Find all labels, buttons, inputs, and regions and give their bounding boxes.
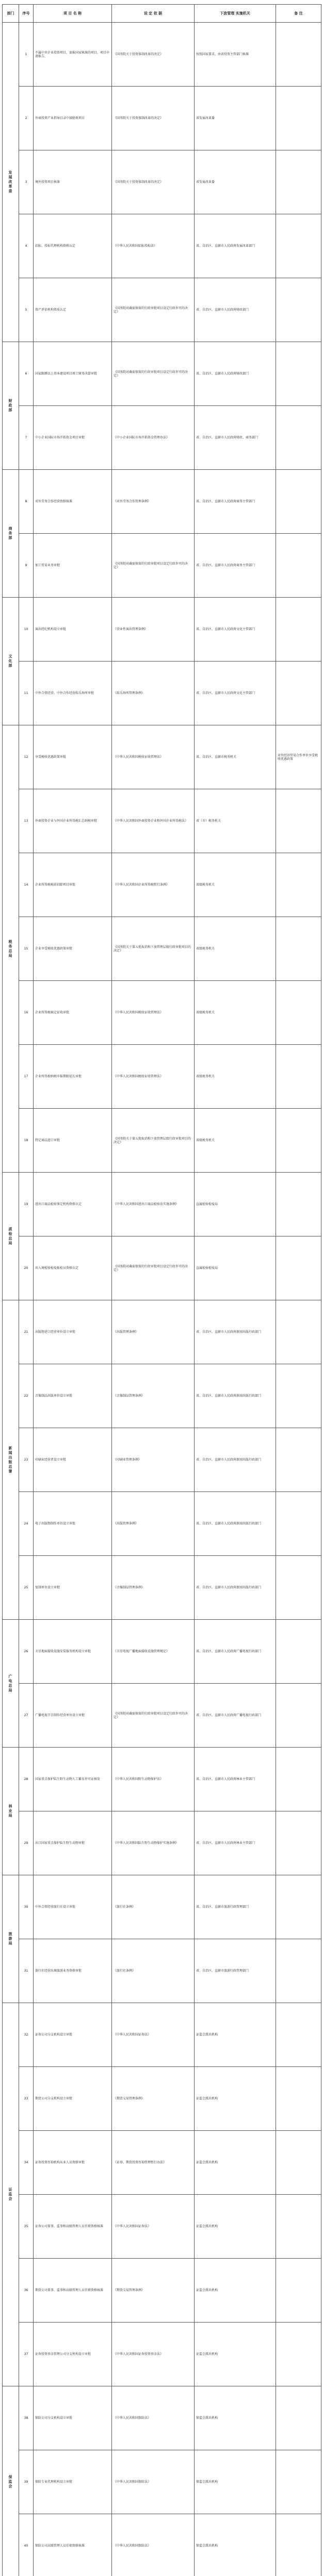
row-number: 16 xyxy=(19,981,34,1045)
basis-text: 《国务院对确需保留的行政审批项目设定行政许可的决定》 xyxy=(112,278,195,342)
note-text xyxy=(276,1492,321,1556)
header-note: 备 注 xyxy=(276,5,321,23)
row-number: 4 xyxy=(19,214,34,278)
impl-authority: 省、自治区、直辖市税务机关 xyxy=(195,725,276,789)
impl-authority: 省、自治区、直辖市人民政府新闻出版行政部门 xyxy=(195,1556,276,1620)
item-name: 特定商品进口审批 xyxy=(34,1109,112,1173)
table-row xyxy=(3,406,321,470)
basis-text: 《中小企业国际市场开拓资金管理办法》 xyxy=(112,406,195,470)
table-row xyxy=(3,917,321,981)
row-number: 14 xyxy=(19,853,34,917)
item-name: 出版物进口经营单位设立审批 xyxy=(34,1300,112,1364)
basis-text: 《出版管理条例》 xyxy=(112,1300,195,1364)
impl-authority: 省、自治区、直辖市人民政府广播电视行政部门 xyxy=(195,1620,276,1684)
table-row xyxy=(3,1492,321,1556)
table-row xyxy=(3,23,321,87)
item-name: 证券投资咨询机构从业人员资格审批 xyxy=(34,2131,112,2195)
row-number: 24 xyxy=(19,1492,34,1556)
impl-authority: 省、自治区、直辖市旅游行政管理部门 xyxy=(195,1939,276,2003)
basis-text: 《国务院对确需保留的行政审批项目设定行政许可的决定》 xyxy=(112,534,195,598)
item-name: 享受税收优惠政策审批 xyxy=(34,725,112,789)
impl-authority: 省、自治区、直辖市旅游行政管理部门 xyxy=(195,1875,276,1939)
row-number: 31 xyxy=(19,1939,34,2003)
row-number: 29 xyxy=(19,1811,34,1875)
basis-text: 《中华人民共和国证券法》 xyxy=(112,2003,195,2067)
basis-text: 《中华人民共和国外商投资企业和外国企业所得税法》 xyxy=(112,789,195,853)
item-name: 出入境检验检疫报检员资格认定 xyxy=(34,1236,112,1300)
basis-text: 《中华人民共和国保险法》 xyxy=(112,2450,195,2514)
item-name: 中外合资经营旅行社设立审批 xyxy=(34,1875,112,1939)
dept-cell xyxy=(3,1620,19,1748)
note-text xyxy=(276,2195,321,2259)
note-text xyxy=(276,2003,321,2067)
note-text xyxy=(276,1620,321,1684)
note-text xyxy=(276,2450,321,2514)
impl-authority: 省、自治区、直辖市人民政府文化主管部门 xyxy=(195,598,276,662)
item-name: 外商投资产业指导目录中鼓励类项目 xyxy=(34,87,112,150)
note-text xyxy=(276,1875,321,1939)
note-text xyxy=(276,1364,321,1428)
note-text xyxy=(276,662,321,725)
basis-text: 《音像制品管理条例》 xyxy=(112,1364,195,1428)
item-name: 保险公司高级管理人员任职资格核准 xyxy=(34,2514,112,2576)
table-row xyxy=(3,853,321,917)
item-name: 广播电视节目制作经营单位设立审批 xyxy=(34,1684,112,1748)
item-name: 外商投资企业与外国企业所得税汇总纳税审批 xyxy=(34,789,112,853)
impl-authority: 直属检验检疫局 xyxy=(195,1173,276,1236)
basis-text: 《旅行社条例》 xyxy=(112,1875,195,1939)
row-number: 28 xyxy=(19,1748,34,1811)
item-name: 企业所得税核定征收审批 xyxy=(34,981,112,1045)
note-text xyxy=(276,150,321,214)
note-text xyxy=(276,534,321,598)
impl-authority: 省、自治区、直辖市人民政府林业主管部门 xyxy=(195,1811,276,1875)
table-row xyxy=(3,278,321,342)
table-row xyxy=(3,1428,321,1492)
row-number: 18 xyxy=(19,1109,34,1173)
impl-authority: 省、自治区、直辖市人民政府商务主管部门 xyxy=(195,534,276,598)
impl-authority: 省发展改革委 xyxy=(195,87,276,150)
row-number: 32 xyxy=(19,2003,34,2067)
row-number: 2 xyxy=(19,87,34,150)
item-name: 境外投资项目核准 xyxy=(34,150,112,214)
dept-name: 新闻出版总署 xyxy=(8,1446,13,1473)
dept-cell xyxy=(3,470,19,598)
row-number: 21 xyxy=(19,1300,34,1364)
basis-text: 《卫星电视广播地面接收设施管理规定》 xyxy=(112,1620,195,1684)
basis-text: 《中华人民共和国保险法》 xyxy=(112,2386,195,2450)
item-name: 音像制品出版单位设立审批 xyxy=(34,1364,112,1428)
note-text xyxy=(276,470,321,534)
impl-authority: 省级税务机关 xyxy=(195,853,276,917)
table-row xyxy=(3,2131,321,2195)
table-row xyxy=(3,534,321,598)
dept-cell xyxy=(3,1300,19,1620)
row-number: 38 xyxy=(19,2386,34,2450)
row-number: 10 xyxy=(19,598,34,662)
dept-name: 发展改革委 xyxy=(8,171,13,193)
table-row xyxy=(3,150,321,214)
basis-text: 《中华人民共和国招标投标法》 xyxy=(112,214,195,278)
item-name: 卫星地面接收设施安装服务机构设立审批 xyxy=(34,1620,112,1684)
note-text xyxy=(276,2067,321,2131)
basis-text: 《国务院关于投资体制改革的决定》 xyxy=(112,150,195,214)
row-number: 17 xyxy=(19,1045,34,1109)
table-row xyxy=(3,1684,321,1748)
row-number: 26 xyxy=(19,1620,34,1684)
basis-text: 《国务院对确需保留的行政审批项目设定行政许可的决定》 xyxy=(112,1684,195,1748)
note-text xyxy=(276,1428,321,1492)
impl-authority: 省级税务机关 xyxy=(195,917,276,981)
table-row xyxy=(3,2450,321,2514)
impl-authority: 省发展改革委 xyxy=(195,150,276,214)
note-text xyxy=(276,278,321,342)
row-number: 8 xyxy=(19,470,34,534)
impl-authority: 省（市）税务机关 xyxy=(195,789,276,853)
table-row xyxy=(3,1620,321,1684)
header-dept: 部门 xyxy=(3,5,19,23)
item-name: 期货公司分支机构设立审批 xyxy=(34,2067,112,2131)
row-number: 27 xyxy=(19,1684,34,1748)
item-name: 期货公司董事、监事和高级管理人员任职资格核准 xyxy=(34,2259,112,2323)
basis-text: 《期货交易管理条例》 xyxy=(112,2259,195,2323)
impl-authority: 证监会派出机构 xyxy=(195,2067,276,2131)
dept-cell xyxy=(3,23,19,342)
item-name: 不属中央企业投资项目，需报国家核准的项目，项目申请报告， xyxy=(34,23,112,87)
item-name: 国家限额以上基本建设项目竣工财务决算审批 xyxy=(34,342,112,406)
dept-name: 保监会 xyxy=(8,2475,13,2488)
table-row xyxy=(3,2514,321,2576)
table-row xyxy=(3,1939,321,2003)
table-row xyxy=(3,1748,321,1811)
basis-text: 《营业性演出管理条例》 xyxy=(112,598,195,662)
table-row xyxy=(3,2003,321,2067)
item-name: 中外合资经营、中外合作经营娱乐场所审批 xyxy=(34,662,112,725)
impl-authority: 证监会派出机构 xyxy=(195,2323,276,2386)
impl-authority: 证监会派出机构 xyxy=(195,2131,276,2195)
row-number: 25 xyxy=(19,1556,34,1620)
table-row xyxy=(3,1109,321,1173)
note-text xyxy=(276,1236,321,1300)
basis-text: 《国务院对确需保留的行政审批项目设定行政许可的决定》 xyxy=(112,1236,195,1300)
impl-authority: 省、自治区、直辖市人民政府新闻出版行政部门 xyxy=(195,1364,276,1428)
note-text xyxy=(276,23,321,87)
document-sheet xyxy=(2,4,321,2576)
basis-text: 《证券、期货投资咨询管理暂行办法》 xyxy=(112,2131,195,2195)
row-number: 34 xyxy=(19,2131,34,2195)
dept-name: 税务总局 xyxy=(8,939,13,958)
dept-cell xyxy=(3,1875,19,2003)
impl-authority: 省、自治区、直辖市人民政府财政部门 xyxy=(195,278,276,342)
item-name: 证券投资基金管理公司分支机构设立审批 xyxy=(34,2323,112,2386)
table-row xyxy=(3,725,321,789)
impl-authority: 省、自治区、直辖市人民政府文化主管部门 xyxy=(195,662,276,725)
table-row xyxy=(3,2323,321,2386)
item-name: 演出经纪机构设立审批 xyxy=(34,598,112,662)
item-name: 证券公司董事、监事和高级管理人员任职资格核准 xyxy=(34,2195,112,2259)
impl-authority: 直属检验检疫局 xyxy=(195,1236,276,1300)
table-header-row xyxy=(3,5,321,23)
item-name: 电子出版物制作单位设立审批 xyxy=(34,1492,112,1556)
table-row xyxy=(3,981,321,1045)
basis-text: 《中华人民共和国税收征收管理法》 xyxy=(112,1045,195,1109)
impl-authority: 省级税务机关 xyxy=(195,1045,276,1109)
row-number: 19 xyxy=(19,1173,34,1236)
dept-cell xyxy=(3,342,19,470)
dept-name: 财政部 xyxy=(8,399,13,412)
row-number: 33 xyxy=(19,2067,34,2131)
item-name: 旅行社经营出境旅游业务资格审批 xyxy=(34,1939,112,2003)
basis-text: 《国务院对确需保留的行政审批项目设定行政许可的决定》 xyxy=(112,342,195,406)
note-text xyxy=(276,853,321,917)
table-row xyxy=(3,789,321,853)
dept-name: 证监会 xyxy=(8,2188,13,2201)
note-text xyxy=(276,1684,321,1748)
row-number: 12 xyxy=(19,725,34,789)
table-row xyxy=(3,2386,321,2450)
note-text xyxy=(276,1109,321,1173)
dept-cell xyxy=(3,598,19,725)
impl-authority: 省、自治区、直辖市人民政府林业主管部门 xyxy=(195,1748,276,1811)
impl-authority: 证监会派出机构 xyxy=(195,2195,276,2259)
basis-text: 《出版管理条例》 xyxy=(112,1492,195,1556)
table-row xyxy=(3,470,321,534)
dept-cell xyxy=(3,1748,19,1875)
impl-authority: 按照国家要求，由省投资主管部门核准 xyxy=(195,23,276,87)
table-row xyxy=(3,214,321,278)
dept-name: 林业局 xyxy=(8,1804,13,1818)
basis-text: 《期货交易管理条例》 xyxy=(112,2067,195,2131)
item-name: 印刷业经营者设立审批 xyxy=(34,1428,112,1492)
impl-authority: 保监会派出机构 xyxy=(195,2450,276,2514)
basis-text: 《中华人民共和国陆生野生动物保护实施条例》 xyxy=(112,1811,195,1875)
impl-authority: 省级税务机关 xyxy=(195,1109,276,1173)
header-num: 序号 xyxy=(19,5,34,23)
impl-authority: 省、自治区、直辖市人民政府财政、商务部门 xyxy=(195,406,276,470)
impl-authority: 省、自治区、直辖市人民政府商务主管部门 xyxy=(195,470,276,534)
note-text xyxy=(276,1748,321,1811)
note-text xyxy=(276,406,321,470)
note-text xyxy=(276,342,321,406)
dept-name: 商务部 xyxy=(8,527,13,540)
basis-text: 《对外劳务合作管理条例》 xyxy=(112,470,195,534)
impl-authority: 省、自治区、直辖市人民政府新闻出版行政部门 xyxy=(195,1428,276,1492)
item-name: 招标、投标代理机构资格认定 xyxy=(34,214,112,278)
row-number: 37 xyxy=(19,2323,34,2386)
table-row xyxy=(3,1236,321,1300)
basis-text: 《中华人民共和国进出口商品检验法实施条例》 xyxy=(112,1173,195,1236)
table-row xyxy=(3,598,321,662)
header-impl: 下放管理 实施机关 xyxy=(195,5,276,23)
row-number: 40 xyxy=(19,2514,34,2576)
note-text xyxy=(276,598,321,662)
note-text xyxy=(276,1173,321,1236)
table-row xyxy=(3,1173,321,1236)
note-text xyxy=(276,1300,321,1364)
table-row xyxy=(3,1045,321,1109)
note-text xyxy=(276,1045,321,1109)
header-basis: 设 定 依 据 xyxy=(112,5,195,23)
basis-text: 《国务院关于第五批取消和下放管理层级行政审批项目的决定》 xyxy=(112,1109,195,1173)
note-text xyxy=(276,2514,321,2576)
table-row xyxy=(3,2195,321,2259)
item-name: 资产评估机构资质认定 xyxy=(34,278,112,342)
dept-name: 质检总局 xyxy=(8,1227,13,1245)
impl-authority: 省、自治区、直辖市人民政府广播电视行政部门 xyxy=(195,1684,276,1748)
item-name: 复制单位设立审批 xyxy=(34,1556,112,1620)
table-row xyxy=(3,87,321,150)
basis-text: 《中华人民共和国证券投资基金法》 xyxy=(112,2323,195,2386)
impl-authority: 证监会派出机构 xyxy=(195,2259,276,2323)
row-number: 23 xyxy=(19,1428,34,1492)
note-text: 对外经济贸易合作单位享受税收优惠政策 xyxy=(276,725,321,789)
impl-authority: 省、自治区、直辖市人民政府新闻出版行政部门 xyxy=(195,1300,276,1364)
basis-text: 《中华人民共和国税收征收管理法》 xyxy=(112,981,195,1045)
row-number: 13 xyxy=(19,789,34,853)
note-text xyxy=(276,1556,321,1620)
dept-name: 旅游局 xyxy=(8,1932,13,1945)
table-body xyxy=(3,23,321,2576)
table-row xyxy=(3,2259,321,2323)
row-number: 6 xyxy=(19,342,34,406)
table-row xyxy=(3,342,321,406)
item-name: 证券公司分支机构设立审批 xyxy=(34,2003,112,2067)
basis-text: 《国务院关于投资体制改革的决定》 xyxy=(112,23,195,87)
basis-text: 《中华人民共和国税收征收管理法》 xyxy=(112,725,195,789)
table-row xyxy=(3,1811,321,1875)
row-number: 36 xyxy=(19,2259,34,2323)
impl-authority: 保监会派出机构 xyxy=(195,2386,276,2450)
note-text xyxy=(276,87,321,150)
basis-text: 《中华人民共和国企业所得税暂行条例》 xyxy=(112,853,195,917)
basis-text: 《中华人民共和国野生动物保护法》 xyxy=(112,1748,195,1811)
note-text xyxy=(276,1811,321,1875)
row-number: 30 xyxy=(19,1875,34,1939)
approval-table xyxy=(2,4,321,2576)
row-number: 20 xyxy=(19,1236,34,1300)
note-text xyxy=(276,981,321,1045)
basis-text: 《国务院关于投资体制改革的决定》 xyxy=(112,87,195,150)
row-number: 3 xyxy=(19,150,34,214)
item-name: 企业所得税纳税申报期限延长审批 xyxy=(34,1045,112,1109)
note-text xyxy=(276,789,321,853)
dept-cell xyxy=(3,1173,19,1300)
dept-name: 文化部 xyxy=(8,654,13,668)
header-item: 项 目 名 称 xyxy=(34,5,112,23)
impl-authority: 省、自治区、直辖市人民政府发展改革部门 xyxy=(195,214,276,278)
row-number: 39 xyxy=(19,2450,34,2514)
item-name: 企业所得税税前扣除项目审批 xyxy=(34,853,112,917)
impl-authority: 省、自治区、直辖市人民政府新闻出版行政部门 xyxy=(195,1492,276,1556)
impl-authority: 证监会派出机构 xyxy=(195,2003,276,2067)
impl-authority: 保监会派出机构 xyxy=(195,2514,276,2576)
item-name: 加工贸易业务审批 xyxy=(34,534,112,598)
row-number: 11 xyxy=(19,662,34,725)
table-row xyxy=(3,1364,321,1428)
table-row xyxy=(3,1556,321,1620)
table-row xyxy=(3,2067,321,2131)
impl-authority: 省级税务机关 xyxy=(195,981,276,1045)
row-number: 5 xyxy=(19,278,34,342)
table-row xyxy=(3,1875,321,1939)
item-name: 保险专业代理机构设立审批 xyxy=(34,2450,112,2514)
note-text xyxy=(276,214,321,278)
basis-text: 《印刷业管理条例》 xyxy=(112,1428,195,1492)
row-number: 1 xyxy=(19,23,34,87)
basis-text: 《中华人民共和国保险法》 xyxy=(112,2514,195,2576)
dept-name: 广电总局 xyxy=(8,1674,13,1692)
basis-text: 《旅行社条例》 xyxy=(112,1939,195,2003)
item-name: 保险公司分支机构设立审批 xyxy=(34,2386,112,2450)
basis-text: 《国务院关于第五批取消和下放管理层级行政审批项目的决定》 xyxy=(112,917,195,981)
dept-cell xyxy=(3,2003,19,2386)
item-name: 中小企业国际市场开拓资金项目审批 xyxy=(34,406,112,470)
row-number: 15 xyxy=(19,917,34,981)
note-text xyxy=(276,2323,321,2386)
table-row xyxy=(3,1300,321,1364)
item-name: 对外劳务合作经营资格核准 xyxy=(34,470,112,534)
note-text xyxy=(276,2131,321,2195)
dept-cell xyxy=(3,725,19,1173)
note-text xyxy=(276,917,321,981)
item-name: 企业享受税收优惠政策审批 xyxy=(34,917,112,981)
item-name: 出口国家重点保护陆生野生动物审批 xyxy=(34,1811,112,1875)
impl-authority: 省、自治区、直辖市人民政府财政部门 xyxy=(195,342,276,406)
basis-text: 《音像制品管理条例》 xyxy=(112,1556,195,1620)
dept-cell xyxy=(3,2386,19,2576)
note-text xyxy=(276,2386,321,2450)
row-number: 9 xyxy=(19,534,34,598)
note-text xyxy=(276,2259,321,2323)
row-number: 7 xyxy=(19,406,34,470)
note-text xyxy=(276,1939,321,2003)
item-name: 国家重点保护陆生野生动物人工繁育许可证核发 xyxy=(34,1748,112,1811)
row-number: 22 xyxy=(19,1364,34,1428)
item-name: 进出口商品检验鉴定机构资格认定 xyxy=(34,1173,112,1236)
basis-text: 《中华人民共和国证券法》 xyxy=(112,2195,195,2259)
basis-text: 《娱乐场所管理条例》 xyxy=(112,662,195,725)
row-number: 35 xyxy=(19,2195,34,2259)
table-row xyxy=(3,662,321,725)
